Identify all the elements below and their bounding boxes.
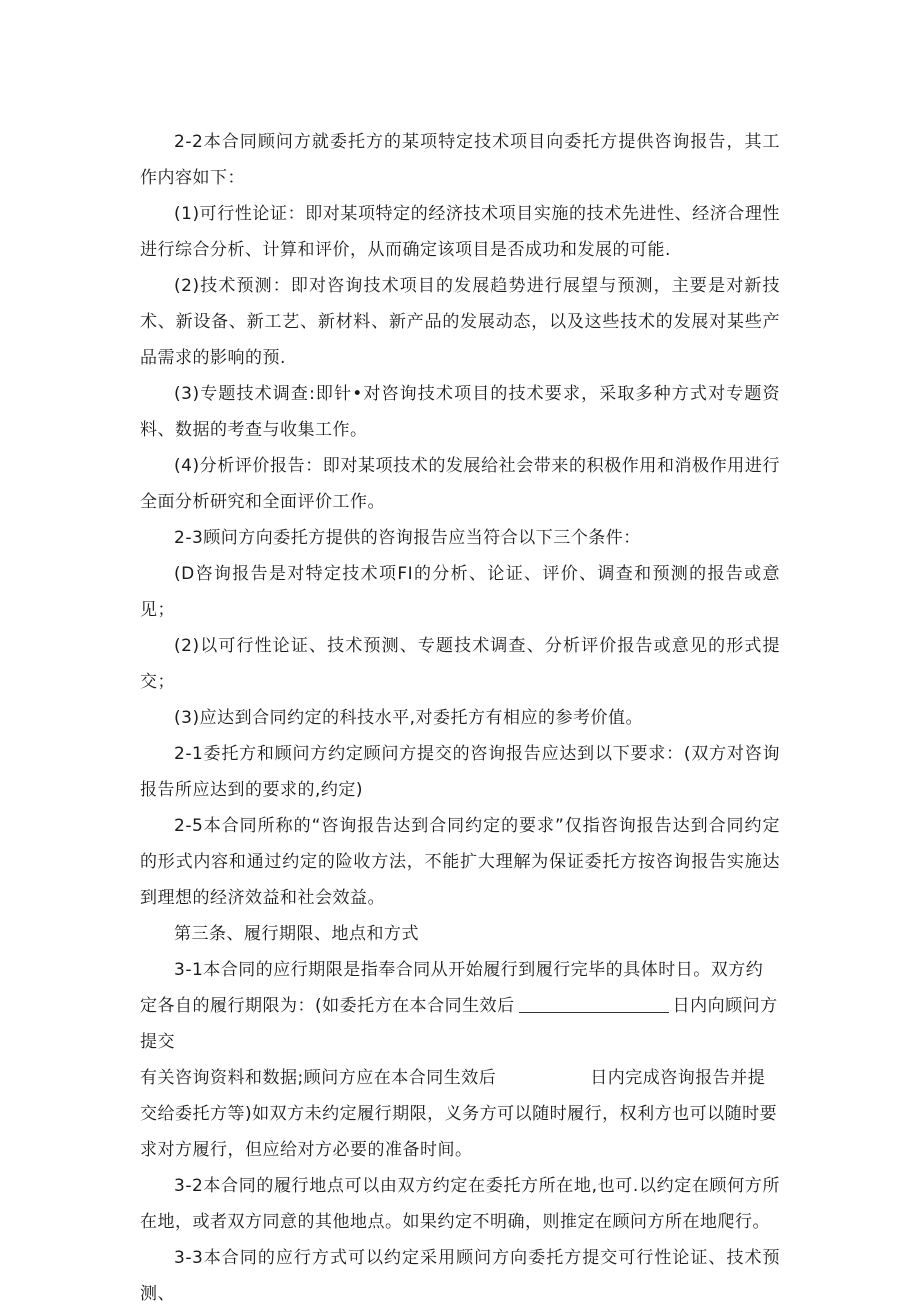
clause-3-1-text-a: 3-1本合同的应行期限是指奉合同从开始履行到履行完毕的具体时日。双方约定各自的履行期限为：(如委托方在本合同生效后 bbox=[140, 960, 764, 1016]
clause-2-4: 2-1委托方和顾问方约定顾问方提交的咨询报告应达到以下要求：(双方对咨询报告所应达到的要求的,约定) bbox=[140, 744, 780, 800]
clause-2-3-item-2: (2)以可行性论证、技术预测、专题技术调查、分析评价报告或意见的形式提交； bbox=[140, 636, 780, 692]
clause-3-2: 3-2本合同的履行地点可以由双方约定在委托方所在地,也可.以约定在顾何方所在地，或者双方同意的其他地点。如果约定不明确，则推定在顾问方所在地爬行。 bbox=[140, 1176, 780, 1232]
clause-2-3-item-1: (D咨询报告是对特定技术项FI的分析、论证、评价、调查和预测的报告或意见； bbox=[140, 564, 780, 620]
clause-3-1 bbox=[140, 952, 780, 1168]
days-blank-field[interactable] bbox=[519, 994, 669, 1013]
clause-3-3: 3-3本合同的应行方式可以约定采用顾问方向委托方提交可行性论证、技术预测、 bbox=[140, 1248, 780, 1304]
clause-2-3-item-3: (3)应达到合同约定的科技水平,对委托方有相应的参考价值。 bbox=[174, 708, 643, 728]
clause-2-5: 2-5本合同所称的“咨询报告达到合同约定的要求”仅指咨询报告达到合同约定的形式内容和通过约定的险收方法，不能扩大理解为保证委托方按咨询报告实施达到理想的经济效益和社会效益。 bbox=[140, 816, 780, 908]
clause-2-2-item-2: (2)技术预测：即对咨询技术项目的发展趋势进行展望与预测，主要是对新技术、新设备、新工艺、新材料、新产品的发展动态，以及这些技术的发展对某些产品需求的影响的预. bbox=[140, 276, 780, 368]
clause-3-1-text-b: 日内向顾问方提交 bbox=[140, 996, 778, 1052]
article-3-heading: 第三条、履行期限、地点和方式 bbox=[174, 924, 419, 944]
clause-2-3: 2-3顾问方向委托方提供的咨询报告应当符合以下三个条件： bbox=[174, 528, 641, 548]
clause-3-1-text-e: 交给委托方等)如双方未约定履行期限，义务方可以随时履行，权利方也可以随时要求对方履行，但应给对方必要的准备时间。 bbox=[140, 1104, 778, 1160]
clause-2-2-item-3: (3)专题技术调查:即针•对咨询技术项目的技术要求，采取多种方式对专题资料、数据的考查与收集工作。 bbox=[140, 384, 780, 440]
clause-2-2-item-4: (4)分析评价报告：即对某项技术的发展给社会带来的积极作用和消极作用进行全面分析研究和全面评价工作。 bbox=[140, 456, 780, 512]
clause-3-1-text-c: 有关咨询资料和数据;顾问方应在本合同生效后 bbox=[140, 1068, 497, 1088]
clause-2-2-item-1: (1)可行性论证：即对某项特定的经济技术项目实施的技术先进性、经济合理性进行综合分析、计算和评价，从而确定该项目是否成功和发展的可能. bbox=[140, 204, 780, 260]
clause-3-1-text-d: 日内完成咨询报告并提 bbox=[590, 1068, 766, 1088]
clause-2-2: 2-2本合同顾问方就委托方的某项特定技术项目向委托方提供咨询报告，其工作内容如下： bbox=[140, 132, 780, 188]
